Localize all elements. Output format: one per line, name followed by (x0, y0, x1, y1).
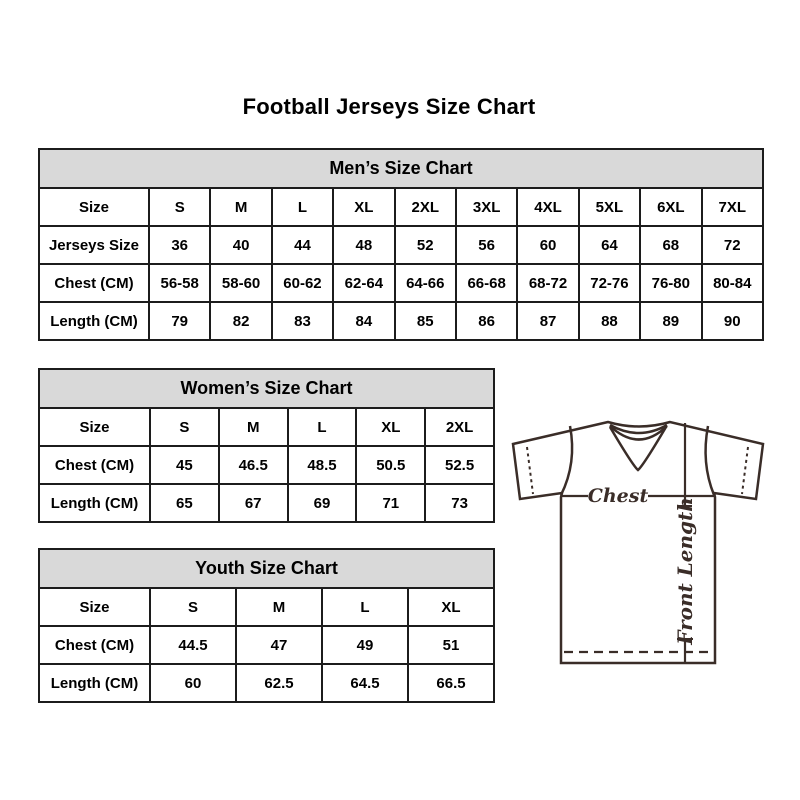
table-cell: M (210, 188, 271, 226)
table-cell: 52.5 (425, 446, 494, 484)
table-cell: 73 (425, 484, 494, 522)
table-row (39, 626, 494, 664)
table-cell: 64 (579, 226, 640, 264)
table-title: Men’s Size Chart (39, 149, 763, 188)
table-cell: L (322, 588, 408, 626)
table-cell: 64-66 (395, 264, 456, 302)
table-cell: 4XL (517, 188, 578, 226)
table-cell: 6XL (640, 188, 701, 226)
table-cell: 90 (702, 302, 763, 340)
table-cell: 40 (210, 226, 271, 264)
table-cell: L (288, 408, 357, 446)
table-cell: 66.5 (408, 664, 494, 702)
table-title: Youth Size Chart (39, 549, 494, 588)
table-cell: 5XL (579, 188, 640, 226)
table-cell: 87 (517, 302, 578, 340)
table-cell: M (236, 588, 322, 626)
table-row (39, 484, 494, 522)
table-row (39, 446, 494, 484)
table-cell: S (150, 588, 236, 626)
table-cell: 56-58 (149, 264, 210, 302)
table-cell: 65 (150, 484, 219, 522)
table-row (39, 302, 763, 340)
table-cell: XL (408, 588, 494, 626)
table-cell: S (149, 188, 210, 226)
table-cell: 60 (517, 226, 578, 264)
table-cell: 44.5 (150, 626, 236, 664)
table-cell: 51 (408, 626, 494, 664)
youth-size-table (38, 548, 495, 703)
row-label: Chest (CM) (39, 264, 149, 302)
chest-label: Chest (587, 485, 649, 507)
table-cell: 3XL (456, 188, 517, 226)
row-label: Jerseys Size (39, 226, 149, 264)
table-cell: 60-62 (272, 264, 333, 302)
table-row (39, 588, 494, 626)
table-cell: 69 (288, 484, 357, 522)
jersey-measurement-diagram (500, 400, 775, 690)
table-row (39, 408, 494, 446)
jersey-outline-icon (513, 422, 763, 663)
table-cell: 68 (640, 226, 701, 264)
row-label: Chest (CM) (39, 626, 150, 664)
table-cell: 49 (322, 626, 408, 664)
table-cell: 52 (395, 226, 456, 264)
page-title: Football Jerseys Size Chart (242, 94, 536, 119)
table-row (39, 664, 494, 702)
table-cell: 7XL (702, 188, 763, 226)
table-cell: 79 (149, 302, 210, 340)
table-cell: 72 (702, 226, 763, 264)
table-cell: 66-68 (456, 264, 517, 302)
table-cell: 36 (149, 226, 210, 264)
table-cell: XL (356, 408, 425, 446)
table-cell: 71 (356, 484, 425, 522)
row-label: Size (39, 588, 150, 626)
table-cell: 68-72 (517, 264, 578, 302)
table-cell: 85 (395, 302, 456, 340)
table-cell: 56 (456, 226, 517, 264)
table-cell: 84 (333, 302, 394, 340)
table-cell: 86 (456, 302, 517, 340)
table-row (39, 226, 763, 264)
mens-size-table (38, 148, 764, 341)
front-length-label: Front Length (673, 497, 697, 645)
table-cell: 2XL (425, 408, 494, 446)
table-cell: S (150, 408, 219, 446)
table-cell: 62.5 (236, 664, 322, 702)
table-cell: 46.5 (219, 446, 288, 484)
table-cell: 48.5 (288, 446, 357, 484)
table-cell: 48 (333, 226, 394, 264)
table-cell: 62-64 (333, 264, 394, 302)
table-cell: 45 (150, 446, 219, 484)
table-cell: 83 (272, 302, 333, 340)
table-cell: 76-80 (640, 264, 701, 302)
row-label: Size (39, 408, 150, 446)
row-label: Size (39, 188, 149, 226)
table-cell: 89 (640, 302, 701, 340)
table-cell: 64.5 (322, 664, 408, 702)
table-cell: XL (333, 188, 394, 226)
table-cell: 72-76 (579, 264, 640, 302)
table-cell: 67 (219, 484, 288, 522)
table-cell: M (219, 408, 288, 446)
womens-size-table (38, 368, 495, 523)
table-cell: 80-84 (702, 264, 763, 302)
table-title: Women’s Size Chart (39, 369, 494, 408)
table-row (39, 264, 763, 302)
row-label: Length (CM) (39, 484, 150, 522)
table-cell: L (272, 188, 333, 226)
table-row (39, 188, 763, 226)
table-cell: 88 (579, 302, 640, 340)
table-cell: 58-60 (210, 264, 271, 302)
table-cell: 82 (210, 302, 271, 340)
row-label: Chest (CM) (39, 446, 150, 484)
row-label: Length (CM) (39, 302, 149, 340)
table-cell: 44 (272, 226, 333, 264)
table-cell: 2XL (395, 188, 456, 226)
row-label: Length (CM) (39, 664, 150, 702)
table-cell: 50.5 (356, 446, 425, 484)
table-cell: 60 (150, 664, 236, 702)
table-cell: 47 (236, 626, 322, 664)
